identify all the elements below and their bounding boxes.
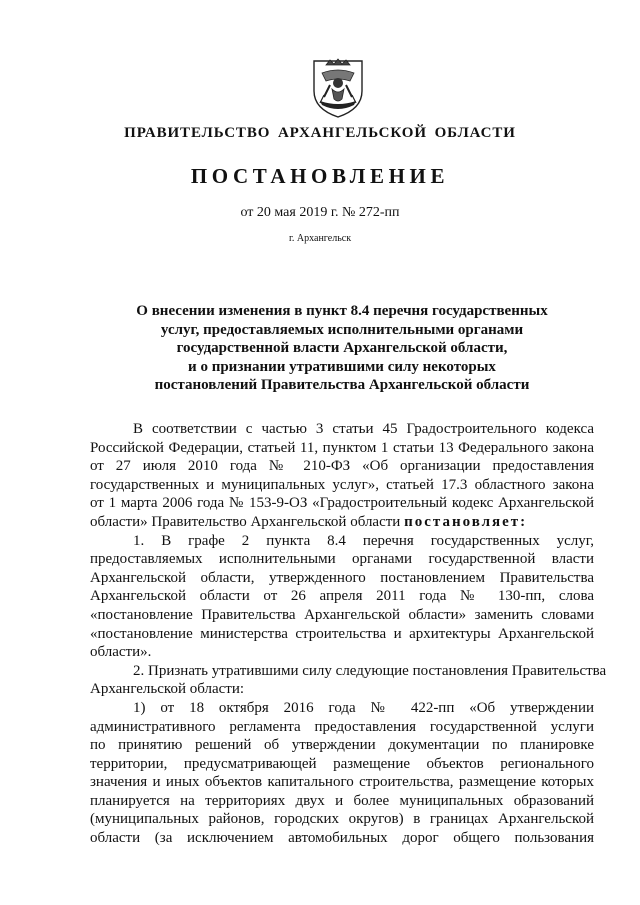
body-line: от 1 марта 2006 года № 153-9-ОЗ «Градостроительный кодекс Архангельской	[90, 495, 594, 512]
subject-line: государственной власти Архангельской области,	[176, 340, 508, 357]
paragraph-1-line: предоставляемых исполнительными органами государственной власти	[90, 551, 594, 568]
resolution-keyword: постановляет:	[404, 513, 528, 530]
government-title: ПРАВИТЕЛЬСТВО АРХАНГЕЛЬСКОЙ ОБЛАСТИ	[124, 125, 516, 141]
document-city: г. Архангельск	[288, 233, 352, 244]
paragraph-2-1-line: значения и иных объектов капитального строительства, размещение которых	[90, 774, 594, 791]
paragraph-1-line: «постановление Правительства Архангельской области» заменить словами	[90, 606, 594, 623]
body-line: Российской Федерации, статьей 11, пунктом 1 статьи 13 Федерального закона	[90, 439, 594, 456]
paragraph-1-line: области».	[90, 644, 152, 661]
subject-line: услуг, предоставляемых исполнительными органами	[160, 321, 524, 338]
body-line: государственных и муниципальных услуг», статьей 17.3 областного закона	[90, 476, 594, 493]
paragraph-1-line: 1. В графе 2 пункта 8.4 перечня государственных услуг,	[133, 532, 594, 549]
document-subject	[90, 302, 594, 395]
body-line: В соответствии с частью 3 статьи 45 Градостроительного кодекса	[133, 421, 594, 437]
document-type: ПОСТАНОВЛЕНИЕ	[190, 164, 450, 188]
paragraph-1-line: «постановление министерства строительства и архитектуры Архангельской	[90, 625, 594, 642]
paragraph-2-1-line: территории, предусматривающей размещение объектов регионального	[90, 755, 594, 772]
paragraph-2-1-line: области (за исключением автомобильных дорог общего пользования	[90, 830, 594, 847]
paragraph-2-1-line: планируется на территориях двух и более муниципальных образований	[90, 792, 594, 809]
body-line	[90, 513, 594, 532]
body-line-text: области» Правительство Архангельской области	[90, 513, 405, 530]
coat-of-arms-icon	[310, 57, 366, 119]
subject-line: и о признании утратившими силу некоторых	[188, 358, 496, 375]
paragraph-1-line: Архангельской области, утвержденного постановлением Правительства	[90, 569, 594, 586]
subject-line: О внесении изменения в пункт 8.4 перечня государственных	[136, 303, 548, 319]
paragraph-2-1-line: административного регламента предоставления государственной услуги	[90, 718, 594, 735]
body-line: от 27 июля 2010 года № 210-ФЗ «Об организации предоставления	[90, 458, 594, 475]
document-body	[90, 420, 607, 848]
paragraph-2-1-line: по принятию решений об утверждении документации по планировке	[90, 737, 594, 754]
document-date-number: от 20 мая 2019 г. № 272-пп	[240, 205, 400, 220]
paragraph-2-line: Архангельской области:	[90, 681, 245, 698]
subject-line: постановлений Правительства Архангельской области	[154, 377, 530, 394]
paragraph-1-line: Архангельской области от 26 апреля 2011 года № 130-пп, слова	[90, 588, 594, 605]
paragraph-2-1-line: 1) от 18 октября 2016 года № 422-пп «Об утверждении	[133, 699, 594, 716]
paragraph-2-1-line: (муниципальных районов, городских округов) в границах Архангельской	[90, 811, 594, 828]
paragraph-2-line: 2. Признать утратившими силу следующие постановления Правительства	[133, 662, 607, 679]
